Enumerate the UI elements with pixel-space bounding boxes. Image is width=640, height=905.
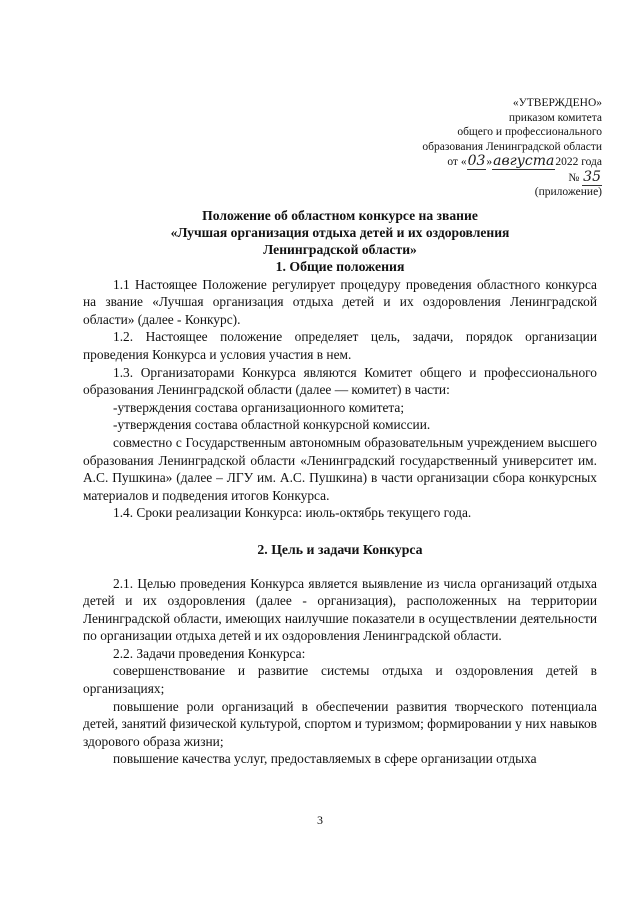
date-year: 2022 года (555, 156, 602, 168)
paragraph-1-1: 1.1 Настоящее Положение регулирует процедуру проведения областного конкурса на звание «Лучшая организация отдыха детей и их оздоровления Ленинградской области» (далее - Конкурс). (83, 276, 597, 327)
approval-date-line (352, 154, 602, 170)
paragraph-joint-organizer: совместно с Государственным автономным образовательным учреждением высшего образования Ленинградской области «Ленинградский государственный университет им. А.С. Пушкина» (далее – ЛГУ им. А.С. Пушкина) в части организации сбора конкурсных материалов и подведения итогов Конкурса. (83, 434, 597, 503)
task-item-2: повышение роли организаций в обеспечении развития творческого потенциала детей, занятий физической культурой, спортом и туризмом; формировании у них навыков здорового образа жизни; (83, 698, 597, 749)
number-prefix: № (568, 171, 583, 184)
title-line-1: Положение об областном конкурсе на звание (202, 208, 478, 223)
task-item-1: совершенствование и развитие системы отдыха и оздоровления детей в организациях; (83, 663, 597, 697)
list-item-competition-commission: -утверждения состава областной конкурсной комиссии. (113, 417, 431, 433)
page-number: 3 (317, 813, 323, 827)
paragraph-1-4: 1.4. Сроки реализации Конкурса: июль-октябрь текущего года. (113, 505, 472, 521)
document-title (83, 207, 597, 258)
approval-order-line: приказом комитета (508, 111, 602, 124)
handwritten-day: 03 (467, 153, 486, 169)
approval-number-line (352, 170, 602, 186)
title-line-3: Ленинградской области» (263, 242, 417, 257)
approval-committee-line: общего и профессионального (457, 126, 602, 138)
list-item-organizing-committee: -утверждения состава организационного комитета; (113, 399, 405, 415)
date-separator: » (486, 156, 493, 168)
document-body (83, 207, 597, 768)
date-prefix: от « (447, 156, 467, 168)
paragraph-1-3: 1.3. Организаторами Конкурса являются Комитет общего и профессионального образования Ленинградской области (далее — комитет) в части: (83, 364, 597, 398)
approval-heading: «УТВЕРЖДЕНО» (512, 97, 602, 109)
section-2-heading: 2. Цель и задачи Конкурса (257, 541, 423, 557)
approval-attachment: (приложение) (534, 186, 602, 198)
task-item-3: повышение качества услуг, предоставляемых в сфере организации отдыха (113, 751, 537, 767)
approval-stamp (352, 96, 602, 200)
section-1-heading: 1. Общие положения (275, 259, 405, 274)
paragraph-2-2: 2.2. Задачи проведения Конкурса: (113, 645, 306, 661)
handwritten-number: 35 (583, 168, 601, 185)
title-line-2: «Лучшая организация отдыха детей и их оздоровления (170, 225, 510, 240)
handwritten-month: августа (493, 153, 555, 169)
paragraph-2-1: 2.1. Целью проведения Конкурса является выявление из числа организаций отдыха детей и их оздоровления (далее - организация), расположенных на территории Ленинградской области, имеющих наилучшие показатели в осуществлении деятельности по организации отдыха детей и их оздоровления Ленинградской области. (83, 575, 597, 644)
paragraph-1-2: 1.2. Настоящее положение определяет цель, задачи, порядок организации проведения Конкурса и условия участия в нем. (83, 329, 597, 362)
approval-region-line: образования Ленинградской области (422, 140, 602, 153)
